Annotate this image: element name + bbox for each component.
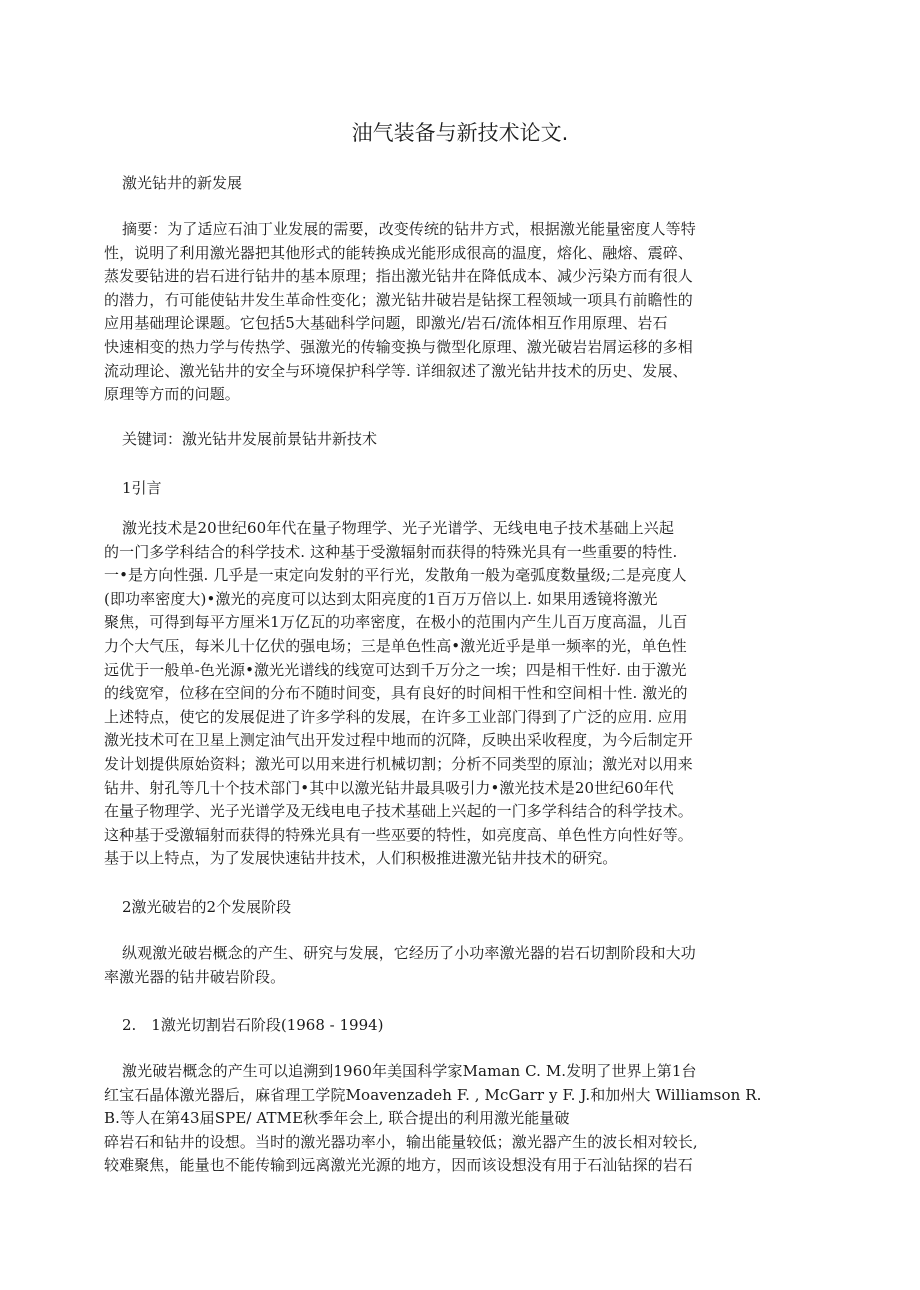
section-1-line: 激光技术是20世纪60年代在量子物理学、光子光谱学、无线电电子技术基础上兴起 <box>122 519 674 537</box>
section-1-line: 力个大气压，每米儿十亿伏的强电场；三是单色性高•激光近乎是単一频率的光，单色性 <box>104 636 687 655</box>
section-2-1-line: 激光破岩概念的产生可以追溯到1960年美国科学家Maman C. M.发明了世界上第1台 <box>122 1062 697 1080</box>
section-2-1-paragraph <box>104 1060 794 1178</box>
abstract-line: 流动理论、激光钻井的安全与环境保护科学等. 详细叙述了激光钻井技术的历史、发展、 <box>104 361 688 380</box>
section-2-1-line: 红宝石晶体激光器后，麻省理工学院Moavenzadeh F. , McGarr y F. J.和加州大 Williamson R. <box>104 1085 762 1104</box>
section-2-line: 率激光器的钻井破岩阶段。 <box>104 967 286 986</box>
abstract-paragraph <box>104 218 794 407</box>
abstract-line: 蒸发要钻进的岩石进行钻井的基本原理；指出激光钻井在降低成本、减少污染方而有很人 <box>104 267 693 286</box>
section-1-line: (即功率密度大)•激光的亮度可以达到太阳亮度的1百万万倍以上. 如果用透镜将激光 <box>104 589 658 608</box>
section-1-line: 一•是方向性强. 几乎是一束定向发射的平行光，发散角一般为毫弧度数量级;二是亮度人 <box>104 566 687 585</box>
section-2-1-line: B.等人在第43届SPE/ ATME秋季年会上, 联合提出的利用激光能量破 <box>104 1109 570 1128</box>
abstract-line: 快速相变的热力学与传热学、强激光的传输变换与微型化原理、激光破岩岩屑运移的多相 <box>104 337 693 356</box>
section-1-line: 基于以上特点，为了发展快速钻井技术，人们积极推进激光钻井技术的研究。 <box>104 849 618 868</box>
section-1-line: 远优于一般单-色光源•激光光谱线的线宽可达到千万分之一埃；四是相干性好. 由于激光 <box>104 660 687 679</box>
section-1-line: 这种基于受激辐射而获得的特殊光具有一些巫要的特性，如亮度高、单色性方向性好等。 <box>104 825 693 844</box>
section-1-paragraph <box>104 517 794 871</box>
section-1-line: 聚焦，可得到每平方厘米1万亿瓦的功率密度，在极小的范围内产生儿百万度高温，儿百 <box>104 613 688 632</box>
abstract-line: 应用基础理论课题。它包括5大基础科学问题，即激光/岩石/流体相互作用原理、岩石 <box>104 314 668 333</box>
section-1-line: 发计划提供原始资料；激光可以用来进行机械切割；分析不同类型的原汕；激光对以用来 <box>104 754 693 773</box>
section-1-line: 激光技术可在卫星上测定油气出开发过程中地而的沉降，反映出采收程度，为今后制定开 <box>104 731 693 750</box>
section-2-1-line: 较难聚焦，能量也不能传输到远离激光光源的地方，因而该设想没有用于石汕钻探的岩石 <box>104 1156 693 1175</box>
keywords: 关键词：激光钻井发展前景钻井新技术 <box>122 430 378 448</box>
section-1-line: 的一门多学科结合的科学技术. 这种基于受激辐射而获得的特殊光具有一些重要的特性. <box>104 542 678 561</box>
section-2-1-line: 碎岩石和钻井的设想。当时的激光器功率小，输出能量较低；激光器产生的波长相对较长, <box>104 1132 698 1151</box>
document-title: 油气装备与新技术论文. <box>351 121 569 145</box>
section-1-line: 上述特点，使它的发展促进了许多学科的发展，在许多工业部门得到了广泛的应用. 应用 <box>104 707 688 726</box>
section-2-paragraph <box>104 942 794 989</box>
section-2-heading: 2激光破岩的2个发展阶段 <box>122 898 292 916</box>
section-1-heading: 1引言 <box>122 479 162 497</box>
section-1-line: 在量子物理学、光子光谱学及无线电电子技术基础上兴起的一门多学科结合的科学技术。 <box>104 802 693 821</box>
section-1-line: 的线宽窄，位移在空间的分布不随时间变，具有良好的时间相干性和空间相十性. 激光的 <box>104 684 688 703</box>
abstract-line: 原理等方而的问题。 <box>104 385 240 404</box>
abstract-line: 性，说明了利用激光器把其他形式的能转换成光能形成很高的温度，熔化、融熔、震碎、 <box>104 243 693 262</box>
abstract-line: 摘要：为了适应石油丁业发展的需要，改变传统的钻井方式，根据激光能量密度人等特 <box>122 220 696 238</box>
section-2-line: 纵观激光破岩概念的产生、研究与发展，它经历了小功率激光器的岩石切割阶段和大功 <box>122 944 696 962</box>
section-2-1-heading: 2. 1激光切割岩石阶段(1968 - 1994) <box>122 1016 384 1034</box>
section-1-line: 钻井、射孔等几十个技术部门•其中以激光钻井最具吸引力•激光技术是20世纪60年代 <box>104 778 674 797</box>
abstract-line: 的潜力，冇可能使钻井发生革命性变化；激光钻井破岩是钻探工程领域一项具冇前瞻性的 <box>104 290 693 309</box>
article-subtitle: 激光钻井的新发展 <box>122 174 243 192</box>
